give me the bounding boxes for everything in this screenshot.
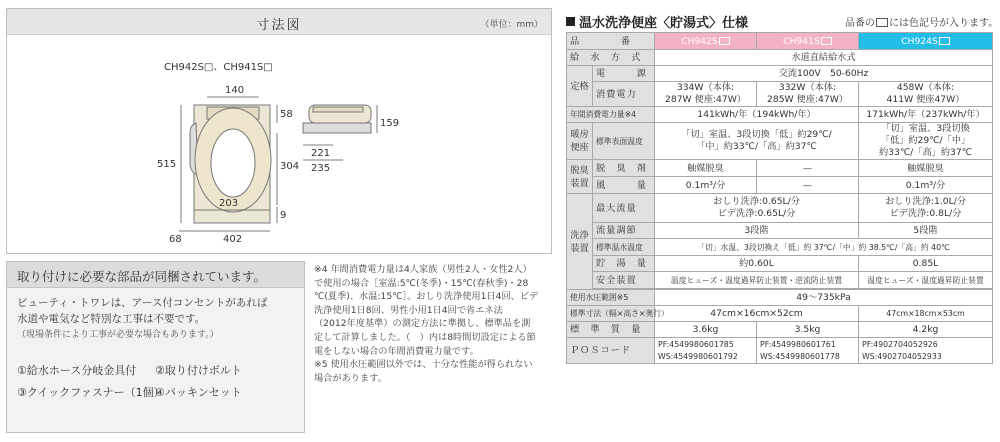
nenkan-value-3: 171kWh/年（237kWh/年） xyxy=(859,107,993,123)
shitsuryo-value-1: 3.6kg xyxy=(655,322,757,338)
dim-304: 304 xyxy=(280,161,300,172)
anzen-value-12: 温度ヒューズ・温度過昇防止装置・逆流防止装置 xyxy=(655,272,859,289)
footnote-line: で使用の場合［室温:5℃(冬季)・15℃(春秋季)・28 xyxy=(314,277,529,289)
dimension-diagram-title: 寸法図 xyxy=(256,18,302,33)
dim-58: 58 xyxy=(280,109,293,120)
model-cell-3: CH924S xyxy=(859,33,993,50)
hinban-label: 品 番 xyxy=(567,33,655,50)
table-row xyxy=(567,194,993,223)
dimension-unit-label: （単位：mm） xyxy=(480,20,543,30)
table-row xyxy=(567,177,993,194)
nenkan-label: 年間消費電力量※4 xyxy=(567,107,655,123)
dasshu-value-2: — xyxy=(757,160,859,177)
color-box-icon xyxy=(939,37,950,45)
shohi-value-1: 334W（本体: 287W 便座:47W） xyxy=(655,82,757,107)
teikaku-group: 定格 xyxy=(567,66,593,107)
included-parts-panel xyxy=(6,261,305,433)
dim-235: 235 xyxy=(311,163,331,174)
color-code-box-icon xyxy=(876,18,888,27)
dim-9: 9 xyxy=(280,210,287,221)
footnote-line: 場合があります。 xyxy=(314,372,387,384)
included-parts-title: 取り付けに必要な部品が同梱されています。 xyxy=(7,262,304,288)
footnote-line: ※5 使用水圧範囲以外では、十分な性能が得られない xyxy=(314,359,533,371)
hyomen-value-3: 「切」室温、3段切換 「低」約29℃/「中」 約33℃/「高」約37℃ xyxy=(859,123,993,160)
ryuryo-label: 流量調節 xyxy=(593,223,655,239)
part-item-1: ①給水ホース分岐金具付 xyxy=(17,364,137,377)
choto-label: 貯 湯 量 xyxy=(593,256,655,272)
description-line-2: 水道や電気など特別な工事は不要です。 xyxy=(17,313,206,325)
model-cell-2: CH941S xyxy=(757,33,859,50)
dasshu-label: 脱 臭 剤 xyxy=(593,160,655,177)
choto-value-12: 約0.60L xyxy=(655,256,859,272)
color-box-icon xyxy=(821,37,832,45)
dasshu-value-3: 触媒脱臭 xyxy=(859,160,993,177)
footnote-line: （2012年度基準）の測定方法に準拠し、標準品を測 xyxy=(314,318,531,330)
dimension-diagram-header xyxy=(7,9,551,35)
sunpo-label: 標準寸法（幅×高さ×奥行） xyxy=(567,306,655,322)
footnote-line: 洗浄使用1日8回、男性小用1日4回で省エネ法 xyxy=(314,304,503,316)
shitsuryo-value-2: 3.5kg xyxy=(757,322,859,338)
table-row xyxy=(567,33,993,50)
furyo-value-2: — xyxy=(757,177,859,194)
saidai-value-3: おしり洗浄:1.0L/分 ビデ洗浄:0.8L/分 xyxy=(859,194,993,223)
spec-title: 温水洗浄便座〈貯湯式〉仕様 xyxy=(566,12,748,31)
dim-203: 203 xyxy=(219,198,239,209)
description-note: （現場条件により工事が必要な場合もあります。） xyxy=(17,330,219,340)
pos-value-3: PF:4902704052926 WS:4902704052933 xyxy=(859,338,993,364)
description-line-1: ビューティ・トワレは、アース付コンセントがあれば xyxy=(17,297,268,309)
table-row xyxy=(567,66,993,82)
part-item-4: ④パッキンセット xyxy=(155,386,242,399)
shohi-value-2: 332W（本体: 285W 便座:47W） xyxy=(757,82,859,107)
table-row xyxy=(567,223,993,239)
hyomen-value-12: 「切」室温、3段切換「低」約29℃/ 「中」約33℃/「高」約37℃ xyxy=(655,123,859,160)
dim-402: 402 xyxy=(223,234,243,245)
table-row xyxy=(567,107,993,123)
furyo-value-1: 0.1m³/分 xyxy=(655,177,757,194)
toilet-seat-drawing xyxy=(7,35,553,253)
dim-221: 221 xyxy=(311,148,331,159)
color-box-icon xyxy=(719,37,730,45)
kyusui-value: 水道直結給水式 xyxy=(655,50,993,66)
dimension-diagram-panel xyxy=(6,8,552,254)
anzen-label: 安全装置 xyxy=(593,272,655,289)
anzen-value-3: 温度ヒューズ・温度過昇防止装置 xyxy=(859,272,993,289)
square-bullet-icon xyxy=(566,17,575,26)
pos-label: ＰＯＳコード xyxy=(567,338,655,364)
part-item-2: ②取り付けボルト xyxy=(155,364,242,377)
dim-68: 68 xyxy=(169,234,182,245)
table-row xyxy=(567,82,993,107)
furyo-value-3: 0.1m³/分 xyxy=(859,177,993,194)
footnote-line: 定して計算しました。（ ）内は8時間切設定による節 xyxy=(314,331,536,343)
saidai-label: 最大流量 xyxy=(593,194,655,223)
part-item-3: ③クイックファスナー（1個） xyxy=(17,386,165,399)
spec-color-note: 品番の には色記号が入ります。 xyxy=(845,18,999,29)
dasshu-group: 脱臭装置 xyxy=(567,160,593,194)
footnotes xyxy=(314,263,554,385)
dengen-label: 電 源 xyxy=(593,66,655,82)
furyo-label: 風 量 xyxy=(593,177,655,194)
sunpo-value-12: 47cm×16cm×52cm xyxy=(655,306,859,322)
model-cell-1: CH942S xyxy=(655,33,757,50)
table-row xyxy=(567,123,993,160)
dim-140: 140 xyxy=(225,85,245,96)
footnote-line: 電をしない場合の年間消費電力量です。 xyxy=(314,345,479,357)
dengen-value: 交流100V 50-60Hz xyxy=(655,66,993,82)
table-row xyxy=(567,272,993,289)
pos-value-1: PF:4549980601785 WS:4549980601792 xyxy=(655,338,757,364)
sunpo-value-3: 47cm×18cm×53cm xyxy=(859,306,993,322)
onsui-label: 標準温水温度 xyxy=(593,239,655,256)
spec-table xyxy=(566,32,993,364)
seat-side-view xyxy=(303,105,371,133)
ryuryo-value-12: 3段階 xyxy=(655,223,859,239)
table-row xyxy=(567,290,993,306)
dim-159: 159 xyxy=(380,118,400,129)
shohi-label: 消費電力 xyxy=(593,82,655,107)
choto-value-3: 0.85L xyxy=(859,256,993,272)
shohi-value-3: 458W（本体: 411W 便座47W） xyxy=(859,82,993,107)
model-label: CH942S□、CH941S□ xyxy=(164,62,273,73)
table-row xyxy=(567,322,993,338)
table-row xyxy=(567,338,993,364)
danbo-group: 暖房便座 xyxy=(567,123,593,160)
footnote-line: ℃(夏季)、水温:15℃］。おしり洗浄使用1日4回、ビデ xyxy=(314,291,539,303)
senjo-group: 洗浄装置 xyxy=(567,194,593,290)
ryuryo-value-3: 5段階 xyxy=(859,223,993,239)
hyomen-label: 標準表面温度 xyxy=(593,123,655,160)
nenkan-value-12: 141kWh/年（194kWh/年） xyxy=(655,107,859,123)
shitsuryo-value-3: 4.2kg xyxy=(859,322,993,338)
onsui-value: 「切」水温、3段切換え「低」約 37℃/「中」約 38.5℃/「高」約 40℃ xyxy=(655,239,993,256)
pos-value-2: PF:4549980601761 WS:4549980601778 xyxy=(757,338,859,364)
table-row xyxy=(567,50,993,66)
included-parts-description xyxy=(17,295,299,343)
footnote-line: ※4 年間消費電力量は4人家族（男性2人・女性2人） xyxy=(314,264,532,275)
kyusui-label: 給 水 方 式 xyxy=(567,50,655,66)
saidai-value-12: おしり洗浄:0.65L/分 ビデ洗浄:0.65L/分 xyxy=(655,194,859,223)
included-parts-list xyxy=(17,360,297,404)
shitsuryo-label: 標 準 質 量 xyxy=(567,322,655,338)
dim-515: 515 xyxy=(157,159,177,170)
suiatsu-value: 49〜735kPa xyxy=(655,290,993,306)
table-row xyxy=(567,160,993,177)
table-row xyxy=(567,256,993,272)
dasshu-value-1: 触媒脱臭 xyxy=(655,160,757,177)
table-row xyxy=(567,239,993,256)
suiatsu-label: 使用水圧範囲※5 xyxy=(567,290,655,306)
table-row xyxy=(567,306,993,322)
